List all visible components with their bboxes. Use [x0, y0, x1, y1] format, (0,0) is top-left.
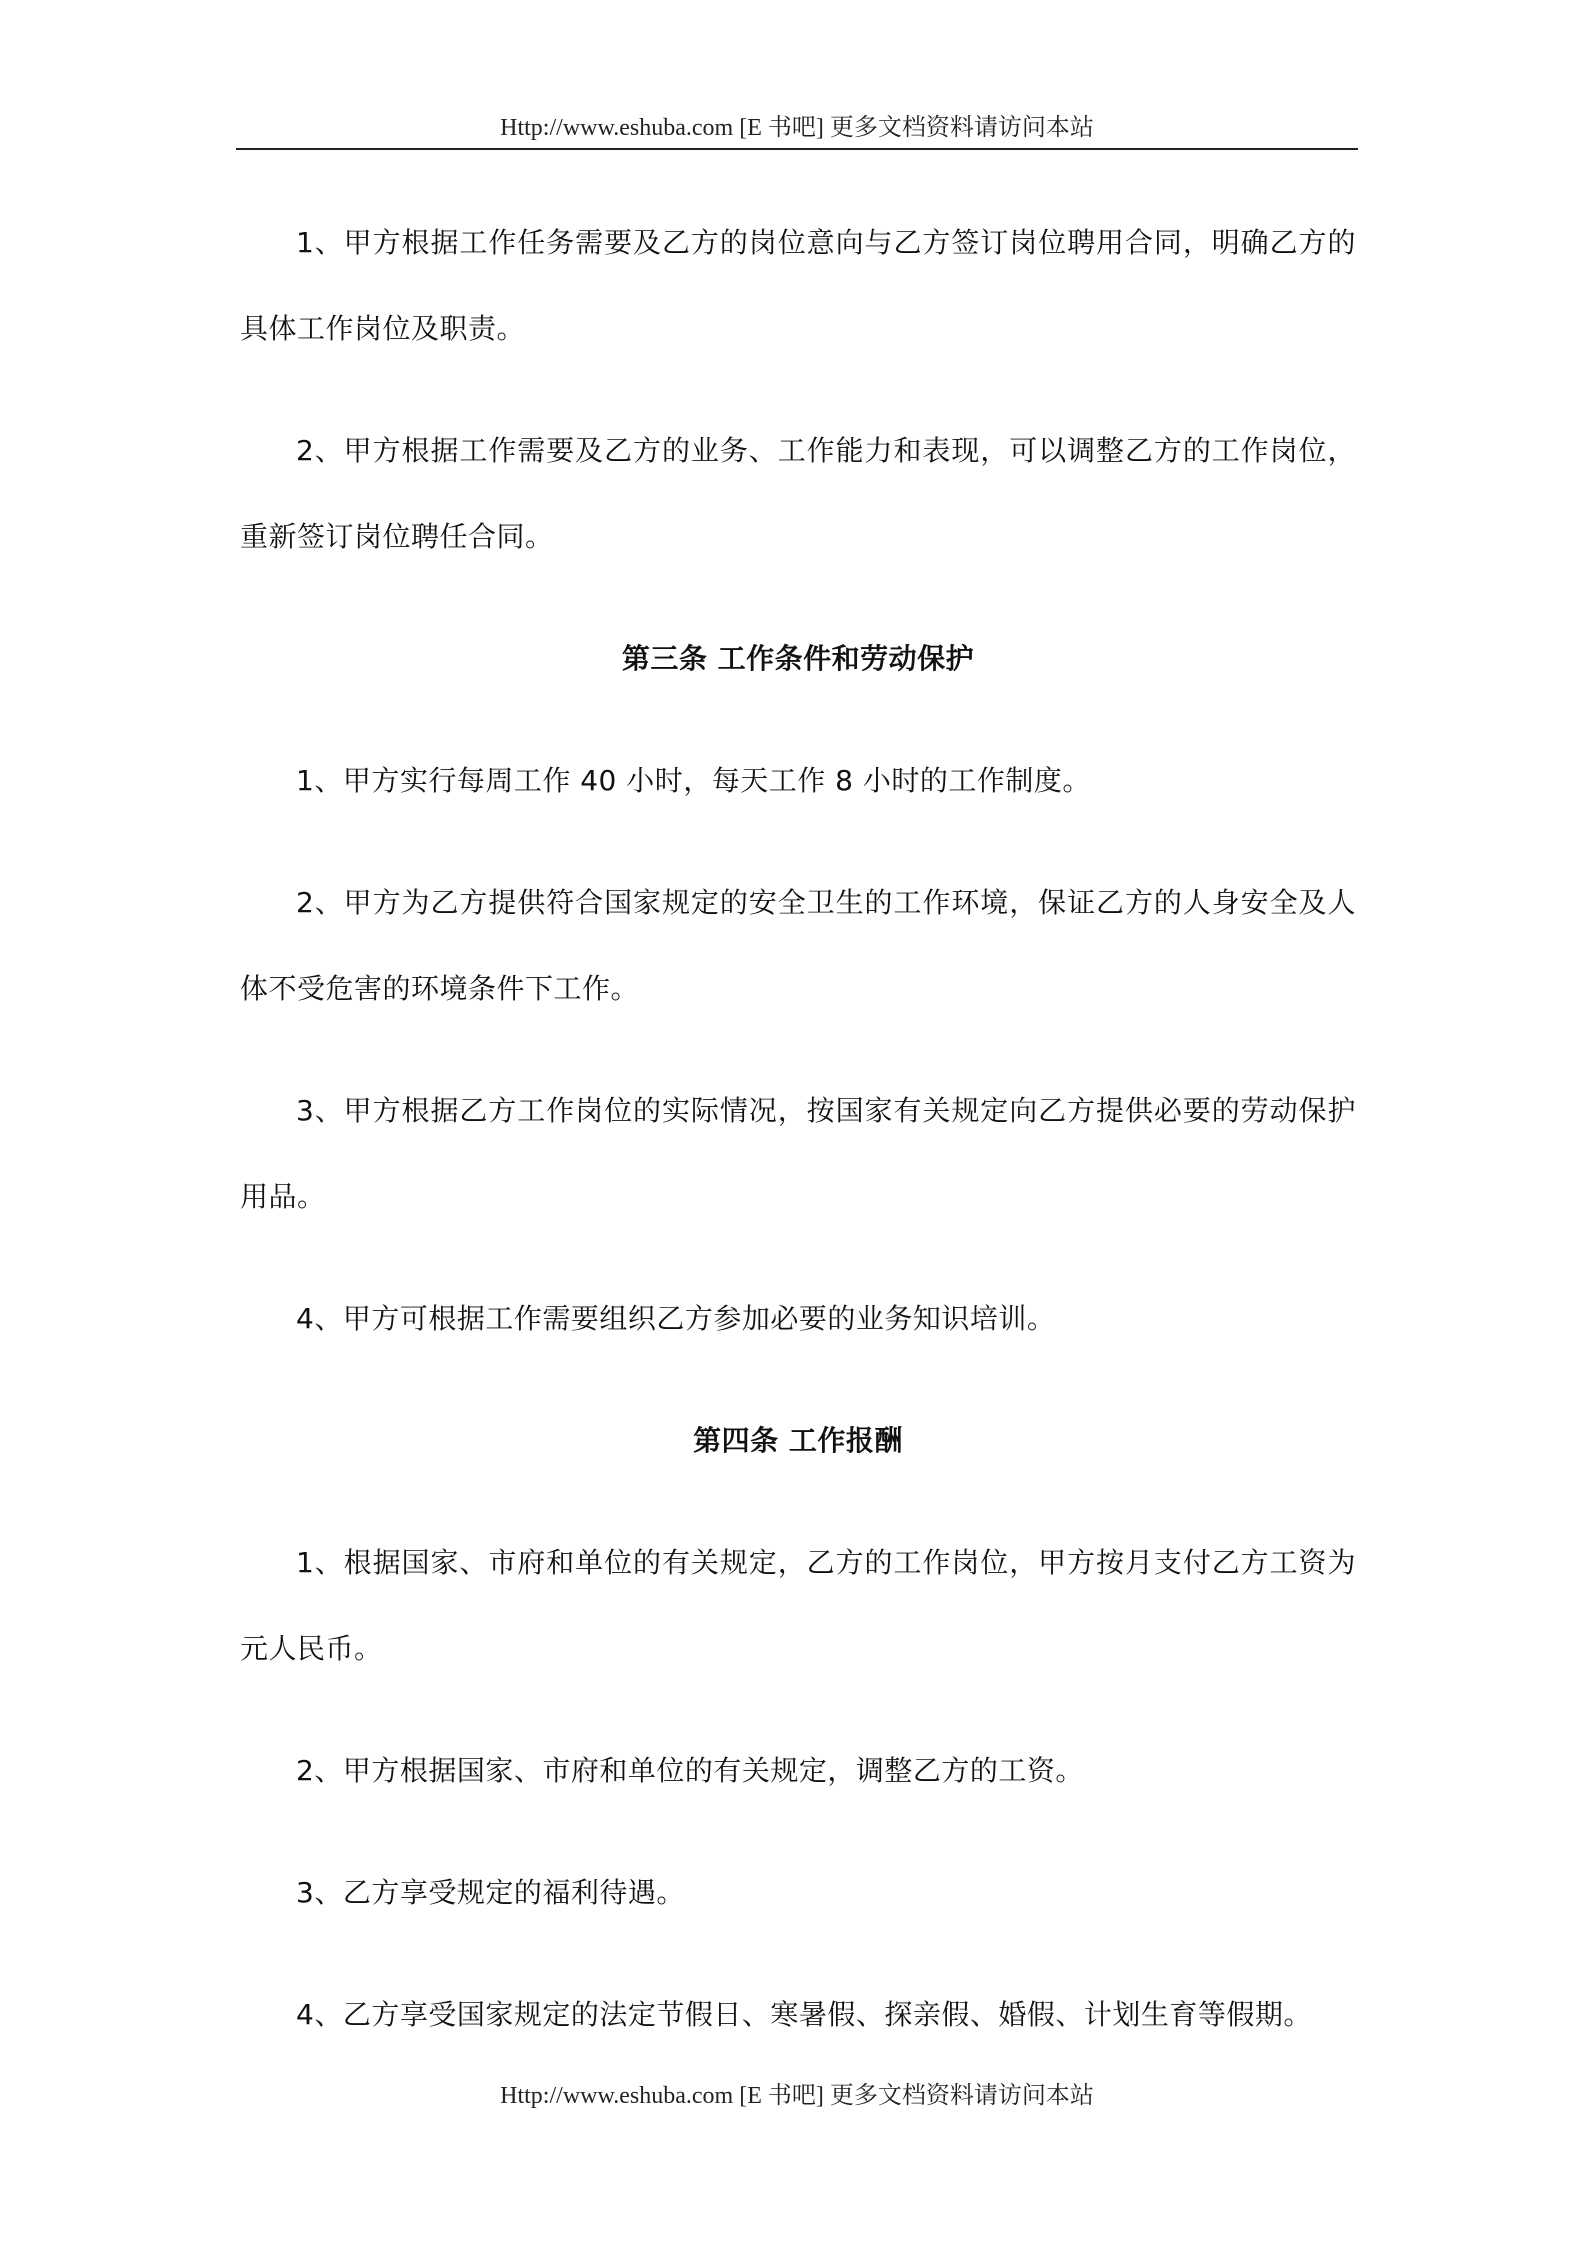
document-body [240, 200, 1413, 2094]
paragraph-2-1: 1、甲方根据工作任务需要及乙方的岗位意向与乙方签订岗位聘用合同，明确乙方的具体工作岗位及职责。 [240, 226, 1356, 345]
header-divider [236, 148, 1358, 150]
paragraph-3-1: 1、甲方实行每周工作 40 小时，每天工作 8 小时的工作制度。 [296, 764, 1091, 797]
paragraph-3-3: 3、甲方根据乙方工作岗位的实际情况，按国家有关规定向乙方提供必要的劳动保护用品。 [240, 1094, 1356, 1213]
section-heading-article-4: 第四条 工作报酬 [693, 1424, 903, 1457]
paragraph-4-1: 1、根据国家、市府和单位的有关规定，乙方的工作岗位，甲方按月支付乙方工资为 元人民币。 [240, 1546, 1413, 1665]
paragraph-4-2: 2、甲方根据国家、市府和单位的有关规定，调整乙方的工资。 [296, 1754, 1084, 1787]
paragraph-3-2: 2、甲方为乙方提供符合国家规定的安全卫生的工作环境，保证乙方的人身安全及人体不受危害的环境条件下工作。 [240, 886, 1356, 1005]
section-heading-article-3: 第三条 工作条件和劳动保护 [621, 642, 975, 675]
paragraph-4-4: 4、乙方享受国家规定的法定节假日、寒暑假、探亲假、婚假、计划生育等假期。 [296, 1998, 1312, 2031]
page-header: Http://www.eshuba.com [E 书吧] 更多文档资料请访问本站 [500, 115, 1094, 141]
paragraph-4-3: 3、乙方享受规定的福利待遇。 [296, 1876, 685, 1909]
paragraph-2-2: 2、甲方根据工作需要及乙方的业务、工作能力和表现，可以调整乙方的工作岗位，重新签订岗位聘任合同。 [240, 434, 1356, 553]
page-footer: Http://www.eshuba.com [E 书吧] 更多文档资料请访问本站 [500, 2083, 1094, 2109]
paragraph-3-4: 4、甲方可根据工作需要组织乙方参加必要的业务知识培训。 [296, 1302, 1056, 1335]
